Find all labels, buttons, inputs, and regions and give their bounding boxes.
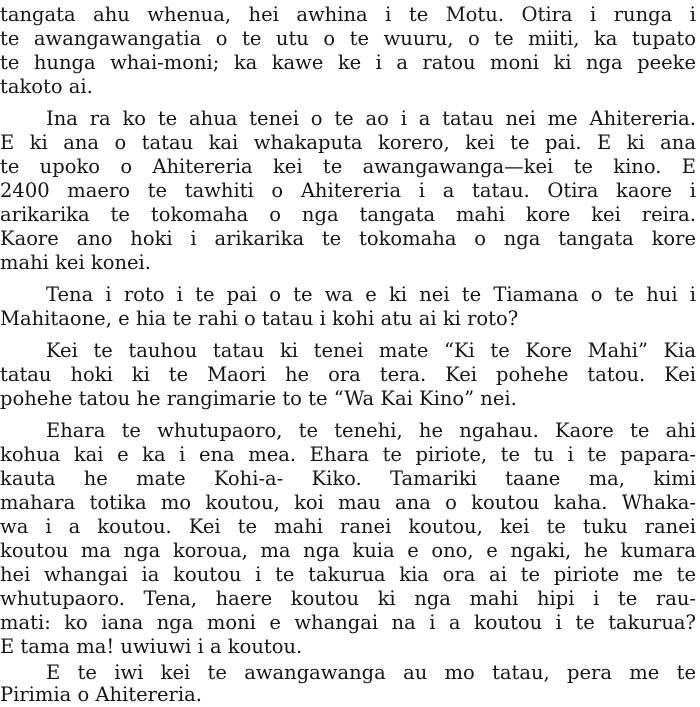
text-line: Kaore ano hoki i arikarika te tokomaha o nga tangata kore — [0, 228, 696, 250]
text-line: mati: ko iana nga moni e whangai na i a koutou i te takurua? — [0, 612, 696, 634]
text-line: tatau hoki ki te Maori he ora tera. Kei pohehe tatou. Kei — [0, 364, 696, 386]
text-line: E ki ana o tatau kai whakaputa korero, kei te pai. E ki ana — [0, 132, 696, 154]
text-line: koutou ma nga koroua, ma nga kuia e ono, e ngaki, he kumara — [0, 540, 696, 562]
text-line: Tena i roto i te pai o te wa e ki nei te Tiamana o te hui i — [46, 284, 696, 306]
text-line: Ina ra ko te ahua tenei o te ao i a tatau nei me Ahitereria. — [46, 108, 696, 130]
text-line: whutupaoro. Tena, haere koutou ki nga mahi hipi i te rau- — [0, 588, 696, 610]
text-line: te upoko o Ahitereria kei te awangawanga—kei te kino. E — [0, 156, 696, 178]
text-line: takoto ai. — [0, 76, 93, 98]
text-line: kohua kai e ka i ena mea. Ehara te piriote, te tu i te papara- — [0, 444, 696, 466]
text-line: 2400 maero te tawhiti o Ahitereria i a tatau. Otira kaore i — [0, 180, 696, 202]
text-line: Pirimia o Ahitereria. — [0, 684, 202, 706]
text-line: te awangawangatia o te utu o te wuuru, o te miiti, ka tupato — [0, 28, 696, 50]
text-line: mahara totika mo koutou, koi mau ana o koutou kaha. Whaka- — [0, 492, 696, 514]
text-line: te hunga whai-moni; ka kawe ke i a ratou moni ki nga peeke — [0, 52, 696, 74]
text-line: Mahitaone, e hia te rahi o tatau i kohi atu ai ki roto? — [0, 308, 519, 330]
text-line: Kei te tauhou tatau ki tenei mate “Ki te Kore Mahi” Kia — [46, 340, 696, 362]
text-line: wa i a koutou. Kei te mahi ranei koutou, kei te tuku ranei — [0, 516, 696, 538]
text-line: mahi kei konei. — [0, 252, 151, 274]
text-line: pohehe tatou he rangimarie to te “Wa Kai Kino” nei. — [0, 388, 517, 410]
text-line: hei whangai ia koutou i te takurua kia ora ai te piriote me te — [0, 564, 696, 586]
text-line: E te iwi kei te awangawanga au mo tatau, pera me te — [46, 662, 696, 684]
text-line: tangata ahu whenua, hei awhina i te Motu. Otira i runga i — [0, 4, 696, 26]
text-line: Ehara te whutupaoro, te tenehi, he ngahau. Kaore te ahi — [46, 420, 696, 442]
text-line: E tama ma! uwiuwi i a koutou. — [0, 636, 303, 658]
text-line: kauta he mate Kohi-a- Kiko. Tamariki taane ma, kimi — [0, 468, 696, 490]
text-line: arikarika te tokomaha o nga tangata mahi kore kei reira. — [0, 204, 696, 226]
